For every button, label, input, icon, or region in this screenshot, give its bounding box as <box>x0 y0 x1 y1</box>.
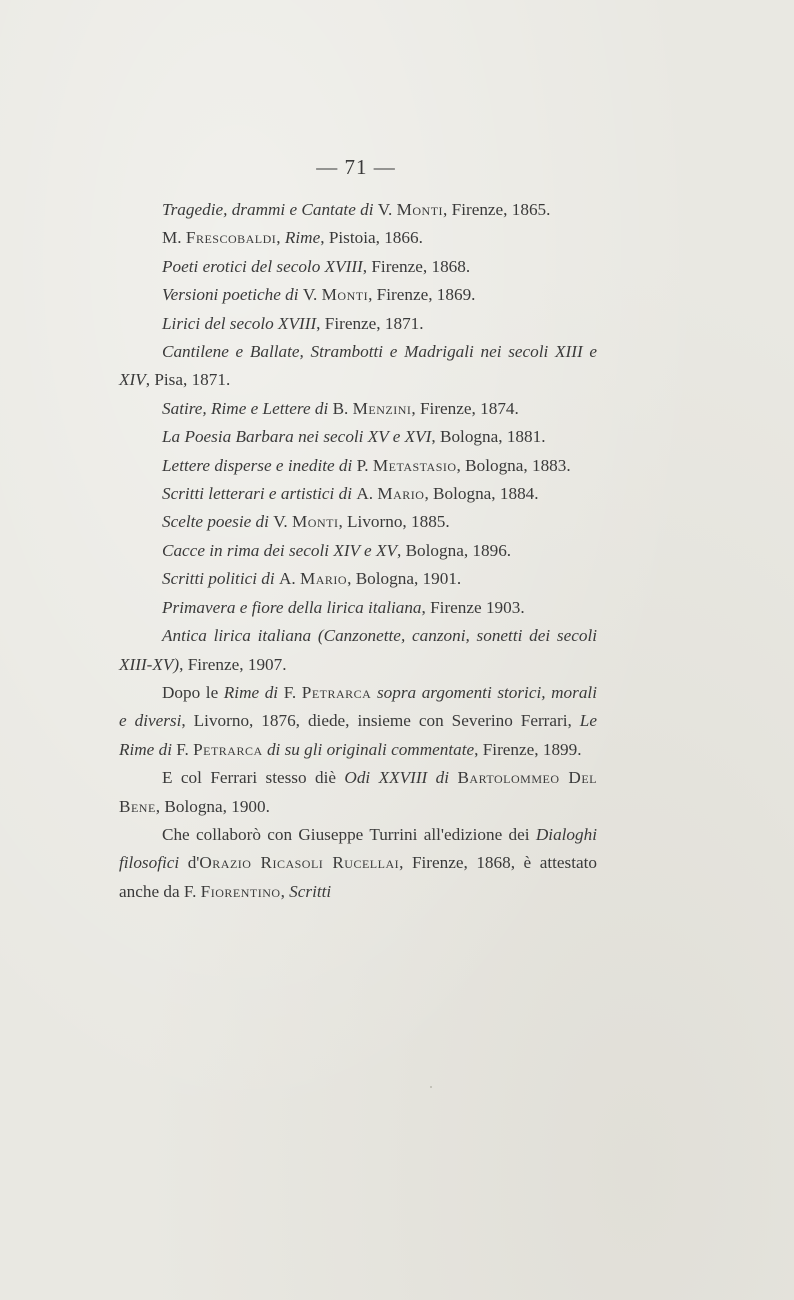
bibliography-entry <box>119 310 597 338</box>
entry-segment: Satire, Rime e Lettere di <box>162 398 333 418</box>
entry-segment: , Bologna, 1883. <box>456 455 571 475</box>
entry-segment: Primavera e fiore della lirica italiana <box>162 597 422 617</box>
entry-segment: , Firenze, 1871. <box>316 313 424 333</box>
entry-segment: Antica lirica italiana (Canzonette, canzoni, sonetti dei secoli XIII-XV) <box>119 626 597 674</box>
entry-segment: , <box>276 228 285 248</box>
page-number: — 71 — <box>316 155 396 179</box>
bibliography-entry <box>119 338 597 395</box>
entry-segment: P. <box>356 455 373 475</box>
entry-segment: Dopo le <box>162 682 224 702</box>
entry-segment: , Bologna, 1900. <box>155 796 270 816</box>
entry-segment: Scritti politici di <box>162 569 279 589</box>
entry-segment: , Firenze, 1865. <box>443 200 551 219</box>
entry-segment: La Poesia Barbara nei secoli XV e XVI <box>162 427 432 447</box>
entry-segment: sopra argomenti storici, morali e diversi <box>119 682 597 731</box>
entry-segment: , Firenze, 1869. <box>368 285 476 305</box>
entry-segment: Odi XXVIII di <box>344 768 458 788</box>
entry-segment: , Firenze, 1874. <box>411 398 519 418</box>
entry-segment: Cacce in rima dei secoli XIV e XV <box>162 540 397 560</box>
entry-segment: Cantilene e Ballate, Strambotti e Madrigali nei secoli XIII e XIV <box>119 342 597 390</box>
bibliography-entry <box>119 423 597 451</box>
entry-segment: A. <box>278 569 300 589</box>
entry-segment: V. <box>273 512 292 532</box>
entry-segment: Poeti erotici del secolo XVIII <box>162 256 363 276</box>
entry-segment: V. <box>302 285 322 305</box>
entry-segment: Mario <box>377 484 425 504</box>
bibliography-entry <box>119 622 597 679</box>
entry-segment: Petrarca <box>301 682 372 702</box>
entry-segment: , Firenze, 1868, è attestato anche da <box>119 853 597 901</box>
entry-segment: V. <box>377 200 397 219</box>
entry-segment: , Pistoia, 1866. <box>320 228 423 248</box>
entry-segment: Le Rime di <box>119 711 597 759</box>
bibliography-text <box>119 196 597 906</box>
entry-segment: M. <box>162 228 186 248</box>
bibliography-entry <box>119 594 597 622</box>
entry-segment: Metastasio <box>372 455 457 475</box>
entry-segment: , Bologna, 1884. <box>424 484 539 504</box>
entry-segment: Che collaborò con Giuseppe Turrini all'edizione dei <box>162 824 536 844</box>
bibliography-entry <box>119 196 597 224</box>
bibliography-entry <box>119 537 597 565</box>
bibliography-entry <box>119 281 597 309</box>
bibliography-entry <box>119 508 597 536</box>
entry-segment: F. <box>176 739 194 759</box>
bibliography-entry <box>119 480 597 508</box>
entry-segment: Scelte poesie di <box>162 512 274 532</box>
entry-segment: Menzini <box>352 398 412 418</box>
entry-segment: Dialoghi filosofici <box>119 824 597 873</box>
entry-segment: Bartolommeo Del Bene <box>119 768 597 816</box>
entry-segment: F. <box>183 881 201 901</box>
bibliography-entry <box>119 253 597 281</box>
entry-segment: Fiorentino <box>200 881 281 901</box>
bibliography-entry <box>119 764 597 821</box>
entry-segment: , Firenze, 1899. <box>474 739 582 759</box>
bibliography-entry <box>119 679 597 764</box>
entry-segment: Rime di <box>223 682 284 702</box>
entry-segment: , Livorno, 1876, diede, insieme con Severino Ferrari, <box>181 711 580 731</box>
entry-segment: Monti <box>321 285 369 305</box>
entry-segment: Frescobaldi <box>185 228 277 248</box>
entry-segment: A. <box>356 484 378 504</box>
entry-segment: Monti <box>396 200 444 219</box>
entry-segment: , Bologna, 1881. <box>431 427 546 447</box>
entry-segment: F. <box>283 682 302 702</box>
entry-segment: Petrarca <box>193 739 263 759</box>
entry-segment: , Livorno, 1885. <box>338 512 450 532</box>
bibliography-entry <box>119 821 597 906</box>
entry-segment: , Pisa, 1871. <box>145 370 231 390</box>
entry-segment: B. <box>332 398 353 418</box>
entry-segment: Monti <box>292 512 339 532</box>
entry-segment: , Bologna, 1901. <box>347 569 462 589</box>
paper-speck <box>430 1086 432 1088</box>
entry-segment: di su gli originali commentate <box>262 739 475 759</box>
entry-segment: E col Ferrari stesso diè <box>162 768 345 788</box>
entry-segment: , Firenze, 1868. <box>362 256 471 276</box>
entry-segment: Scritti <box>289 881 332 901</box>
entry-segment: d' <box>179 853 200 873</box>
entry-segment: , Bologna, 1896. <box>397 540 512 560</box>
entry-segment: Rime <box>284 228 321 248</box>
entry-segment: Versioni poetiche di <box>162 285 303 305</box>
entry-segment: Lettere disperse e inedite di <box>162 455 357 475</box>
entry-segment: Tragedie, drammi e Cantate di <box>162 200 378 219</box>
entry-segment: , Firenze, 1907. <box>179 654 287 674</box>
bibliography-entry <box>119 395 597 423</box>
entry-segment: Scritti letterari e artistici di <box>162 484 357 504</box>
entry-segment: Mario <box>299 569 348 589</box>
entry-segment: , <box>280 881 290 901</box>
bibliography-entry <box>119 565 597 593</box>
entry-segment: Orazio Ricasoli Rucellai <box>199 853 400 873</box>
bibliography-entry <box>119 452 597 480</box>
bibliography-entry <box>119 224 597 252</box>
entry-segment: Lirici del secolo XVIII <box>162 313 317 333</box>
entry-segment: , Firenze 1903. <box>421 597 525 617</box>
